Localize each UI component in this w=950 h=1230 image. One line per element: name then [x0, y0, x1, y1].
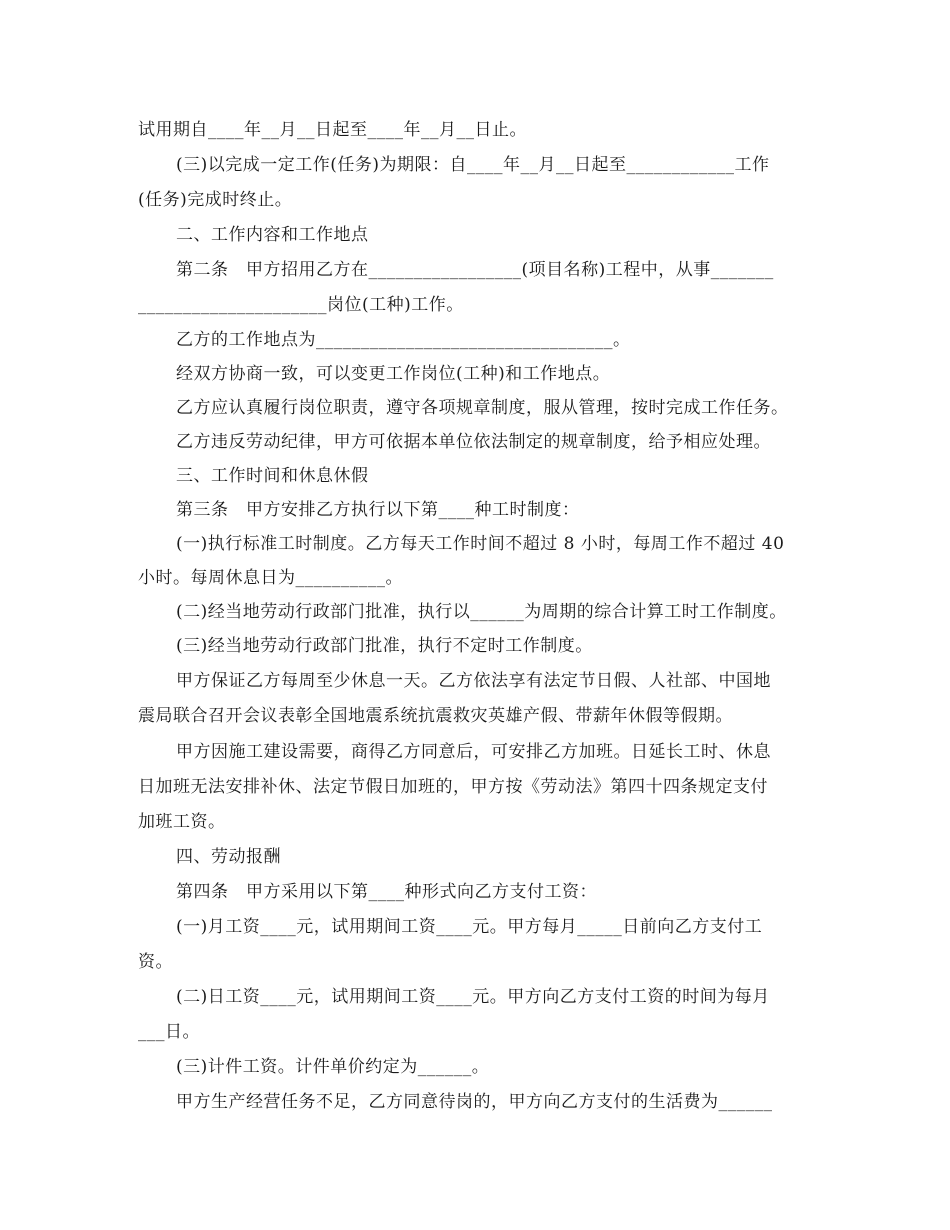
text-line: 第三条 甲方安排乙方执行以下第____种工时制度：	[176, 500, 580, 520]
section-heading: 二、工作内容和工作地点	[176, 225, 369, 245]
section-heading: 三、工作时间和休息休假	[176, 466, 369, 486]
text-line: 第四条 甲方采用以下第____种形式向乙方支付工资：	[176, 882, 597, 902]
text-line: (二)经当地劳动行政部门批准，执行以______为周期的综合计算工时工作制度。	[176, 602, 787, 622]
text-line: 加班工资。	[138, 812, 226, 832]
text-line: (一)执行标准工时制度。乙方每天工作时间不超过 8 小时，每周工作不超过 40	[176, 534, 785, 554]
text-line: _____________________岗位(工种)工作。	[138, 295, 464, 315]
text-line: (任务)完成时终止。	[138, 190, 293, 210]
text-line: 日加班无法安排补休、法定节假日加班的，甲方按《劳动法》第四十四条规定支付	[138, 777, 768, 797]
text-line: 乙方违反劳动纪律，甲方可依据本单位依法制定的规章制度，给予相应处理。	[176, 432, 771, 452]
text-line: (一)月工资____元，试用期间工资____元。甲方每月_____日前向乙方支付工	[176, 917, 763, 937]
text-line: 乙方应认真履行岗位职责，遵守各项规章制度，服从管理，按时完成工作任务。	[176, 398, 789, 418]
text-line: ___日。	[138, 1022, 200, 1042]
text-line: 试用期自____年__月__日起至____年__月__日止。	[138, 120, 527, 140]
text-line: 甲方因施工建设需要，商得乙方同意后，可安排乙方加班。日延长工时、休息	[176, 742, 771, 762]
text-line: 甲方保证乙方每周至少休息一天。乙方依法享有法定节日假、人社部、中国地	[176, 671, 771, 691]
text-line: (三)计件工资。计件单价约定为______。	[176, 1057, 490, 1077]
text-line: (三)以完成一定工作(任务)为期限：自____年__月__日起至____________工作	[176, 155, 770, 175]
text-line: (三)经当地劳动行政部门批准，执行不定时工作制度。	[176, 636, 593, 656]
text-line: 第二条 甲方招用乙方在_________________(项目名称)工程中，从事_______	[176, 260, 774, 280]
text-line: 乙方的工作地点为_________________________________。	[176, 330, 631, 350]
text-line: 甲方生产经营任务不足，乙方同意待岗的，甲方向乙方支付的生活费为______	[176, 1092, 773, 1112]
text-line: 小时。每周休息日为__________。	[138, 568, 403, 588]
text-line: (二)日工资____元，试用期间工资____元。甲方向乙方支付工资的时间为每月	[176, 987, 770, 1007]
section-heading: 四、劳动报酬	[176, 847, 281, 867]
text-line: 资。	[138, 952, 173, 972]
text-line: 震局联合召开会议表彰全国地震系统抗震救灾英雄产假、带薪年休假等假期。	[138, 706, 733, 726]
text-line: 经双方协商一致，可以变更工作岗位(工种)和工作地点。	[176, 364, 611, 384]
